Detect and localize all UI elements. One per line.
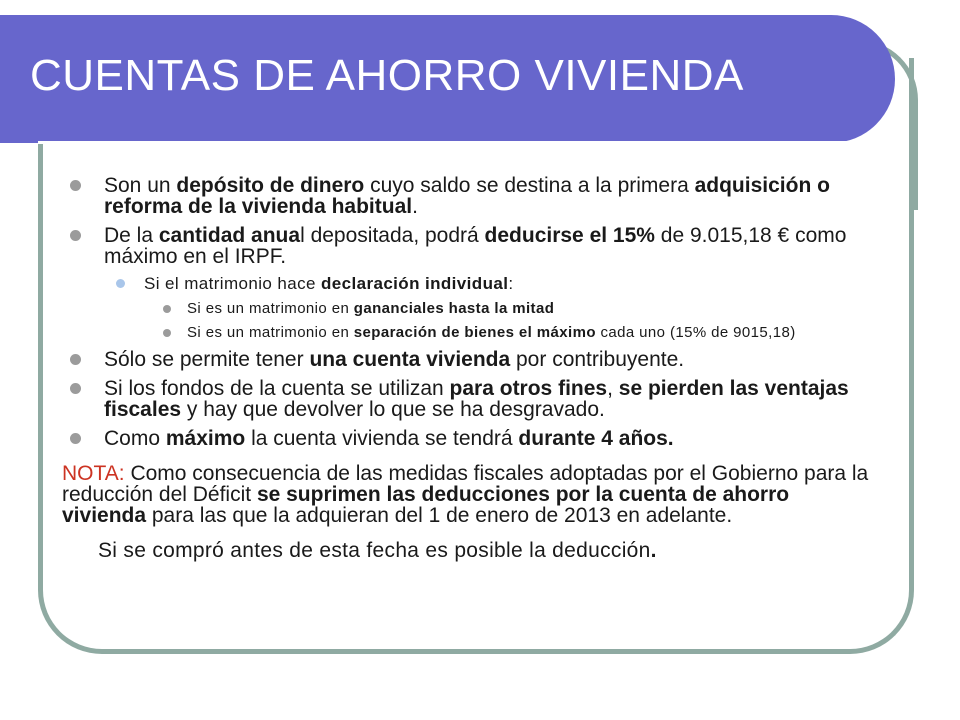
bullet-text: Si los fondos de la cuenta se utilizan — [104, 377, 450, 400]
bullet-bold: máximo — [165, 427, 246, 450]
bullet-bold: gananciales hasta la mitad — [353, 300, 555, 317]
closing-line — [68, 540, 868, 561]
bullet-text: la cuenta vivienda se tendrá — [245, 427, 519, 450]
closing-text: Si se compró antes de esta fecha es posible la deducción — [98, 539, 651, 562]
slide-title: CUENTAS DE AHORRO VIVIENDA — [30, 51, 744, 100]
bullet-maximo — [68, 428, 868, 449]
bullet-bold: declaración individual — [320, 274, 509, 293]
bullet-text: Sólo se permite tener — [104, 348, 310, 371]
bullet-cantidad-anual — [68, 225, 868, 267]
bullet-deposito — [68, 175, 868, 217]
title-underline — [38, 141, 848, 144]
bullet-text: cada uno (15% de 9015,18) — [595, 324, 796, 341]
bullet-bold: depósito de dinero — [176, 174, 365, 197]
bullet-bold: una cuenta vivienda — [309, 348, 511, 371]
closing-period: . — [650, 539, 657, 562]
bullet-otros-fines — [68, 378, 868, 420]
title-bar — [0, 15, 895, 143]
note-bold: se suprimen las deducciones por la cuenta de ahorro vivienda — [62, 483, 790, 527]
note-label: NOTA: — [62, 462, 125, 485]
bullet-text: : — [508, 274, 514, 293]
note-text: para las que la adquieran del 1 de enero de 2013 en adelante. — [146, 504, 733, 527]
bullet-text: Como — [104, 427, 166, 450]
bullet-text: , — [607, 377, 619, 400]
note-paragraph — [62, 463, 872, 526]
bullet-text: Si es un matrimonio en — [187, 300, 354, 317]
bullet-text: Son un — [104, 174, 177, 197]
bullet-bold: para otros fines — [449, 377, 608, 400]
bullet-text: por contribuyente. — [510, 348, 685, 371]
bullet-bold: deducirse el 15% — [484, 224, 655, 247]
bullet-bold: cantidad anua — [158, 224, 301, 247]
bullet-bold: durante 4 años. — [518, 427, 674, 450]
bullet-text: l depositada, podrá — [300, 224, 485, 247]
bullet-text: De la — [104, 224, 159, 247]
bullet-bold: adquisición o reforma de la vivienda habitual — [104, 174, 830, 218]
bullet-text: y hay que devolver lo que se ha desgravado. — [181, 398, 605, 421]
bullet-text: de 9.015,18 € como máximo en el IRPF. — [104, 224, 847, 268]
bullet-bold: separación de bienes el máximo — [353, 324, 596, 341]
sub-sub-bullet-gananciales — [68, 301, 868, 317]
bullet-una-cuenta — [68, 349, 868, 370]
bullet-text: . — [412, 195, 418, 218]
bullet-text: cuyo saldo se destina a la primera — [364, 174, 695, 197]
bullet-text: Si el matrimonio hace — [144, 274, 321, 293]
sub-sub-bullet-separacion — [68, 325, 868, 341]
bullet-text: Si es un matrimonio en — [187, 324, 354, 341]
sub-bullet-declaracion — [68, 275, 868, 293]
note-text: Como consecuencia de las medidas fiscales adoptadas por el Gobierno para la reducción del Déficit — [62, 462, 869, 506]
bullet-bold: se pierden las ventajas fiscales — [104, 377, 849, 421]
slide-content — [62, 174, 869, 562]
